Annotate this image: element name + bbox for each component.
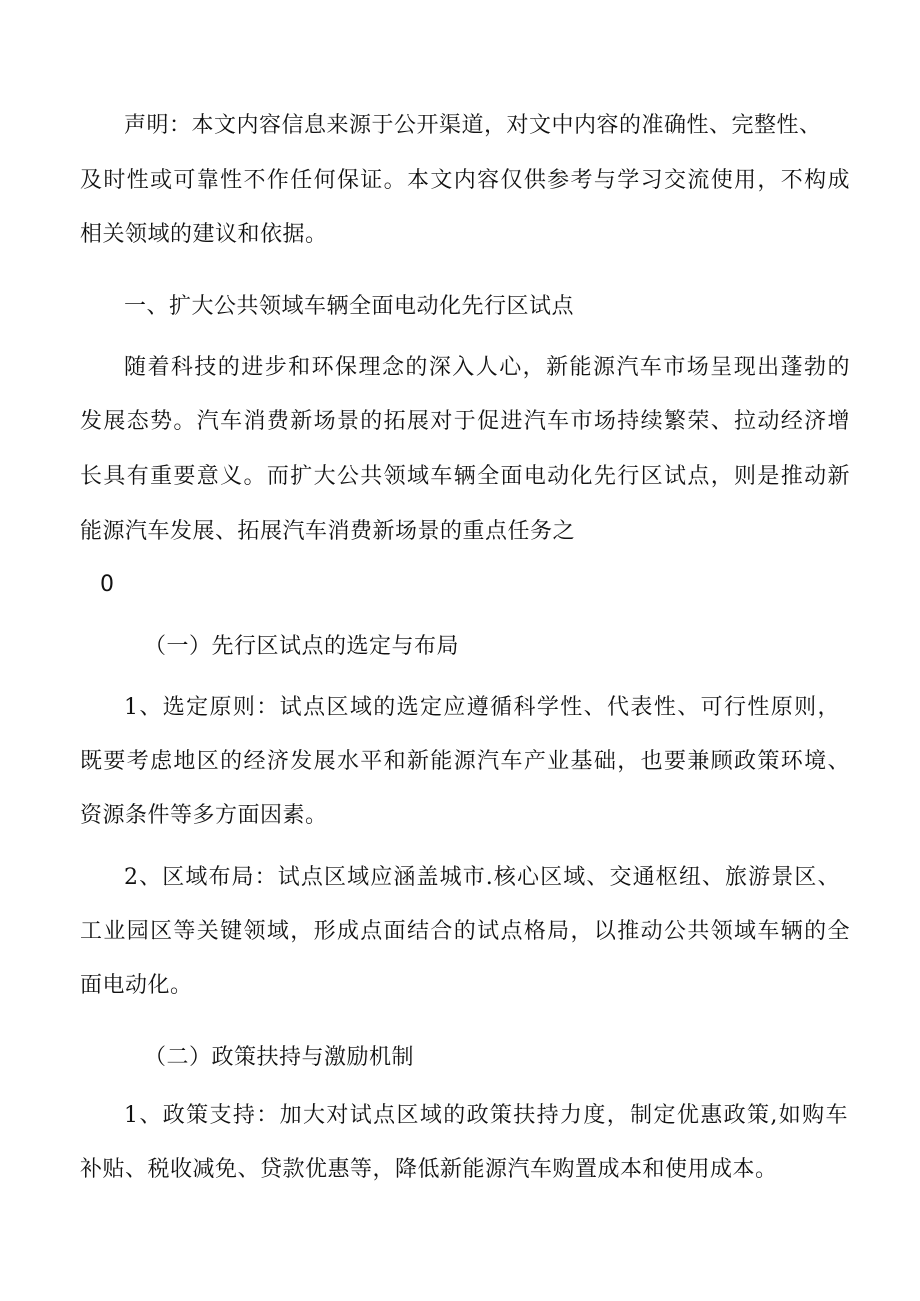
- paragraph-line: 随着科技的进步和环保理念的深入人心，新能源汽车市场呈现出蓬勃的: [124, 355, 850, 380]
- list-item-line: 资源条件等多方面因素。: [80, 803, 328, 828]
- paragraph-line: 0: [100, 572, 115, 597]
- subsection-heading: （一）先行区试点的选定与布局: [144, 634, 460, 659]
- list-item-line: 1、政策支持：加大对试点区域的政策扶持力度，制定优惠政策,如购车: [124, 1103, 848, 1128]
- list-item-line: 既要考虑地区的经济发展水平和新能源汽车产业基础，也要兼顾政策环境、: [80, 749, 850, 774]
- list-item-line: 面电动化。: [80, 973, 193, 998]
- disclaimer-line-3: 相关领域的建议和依据。: [80, 222, 328, 247]
- paragraph-line: 发展态势。汽车消费新场景的拓展对于促进汽车市场持续繁荣、拉动经济增: [80, 409, 850, 434]
- disclaimer-line-2: 及时性或可靠性不作任何保证。本文内容仅供参考与学习交流使用，不构成: [80, 168, 850, 193]
- paragraph-line: 能源汽车发展、拓展汽车消费新场景的重点任务之: [80, 519, 576, 544]
- list-item-line: 1、选定原则：试点区域的选定应遵循科学性、代表性、可行性原则，: [124, 695, 840, 720]
- section-heading: 一、扩大公共领域车辆全面电动化先行区试点: [124, 294, 575, 319]
- subsection-heading: （二）政策扶持与激励机制: [144, 1045, 415, 1070]
- list-item-line: 补贴、税收减免、贷款优惠等，降低新能源汽车购置成本和使用成本。: [80, 1157, 778, 1182]
- list-item-line: 工业园区等关键领域，形成点面结合的试点格局，以推动公共领域车辆的全: [80, 919, 850, 944]
- paragraph-line: 长具有重要意义。而扩大公共领域车辆全面电动化先行区试点，则是推动新: [80, 464, 850, 489]
- disclaimer-line-1: 声明：本文内容信息来源于公开渠道，对文中内容的准确性、完整性、: [124, 113, 822, 138]
- list-item-line: 2、区域布局：试点区域应涵盖城市.核心区域、交通枢纽、旅游景区、: [124, 865, 840, 890]
